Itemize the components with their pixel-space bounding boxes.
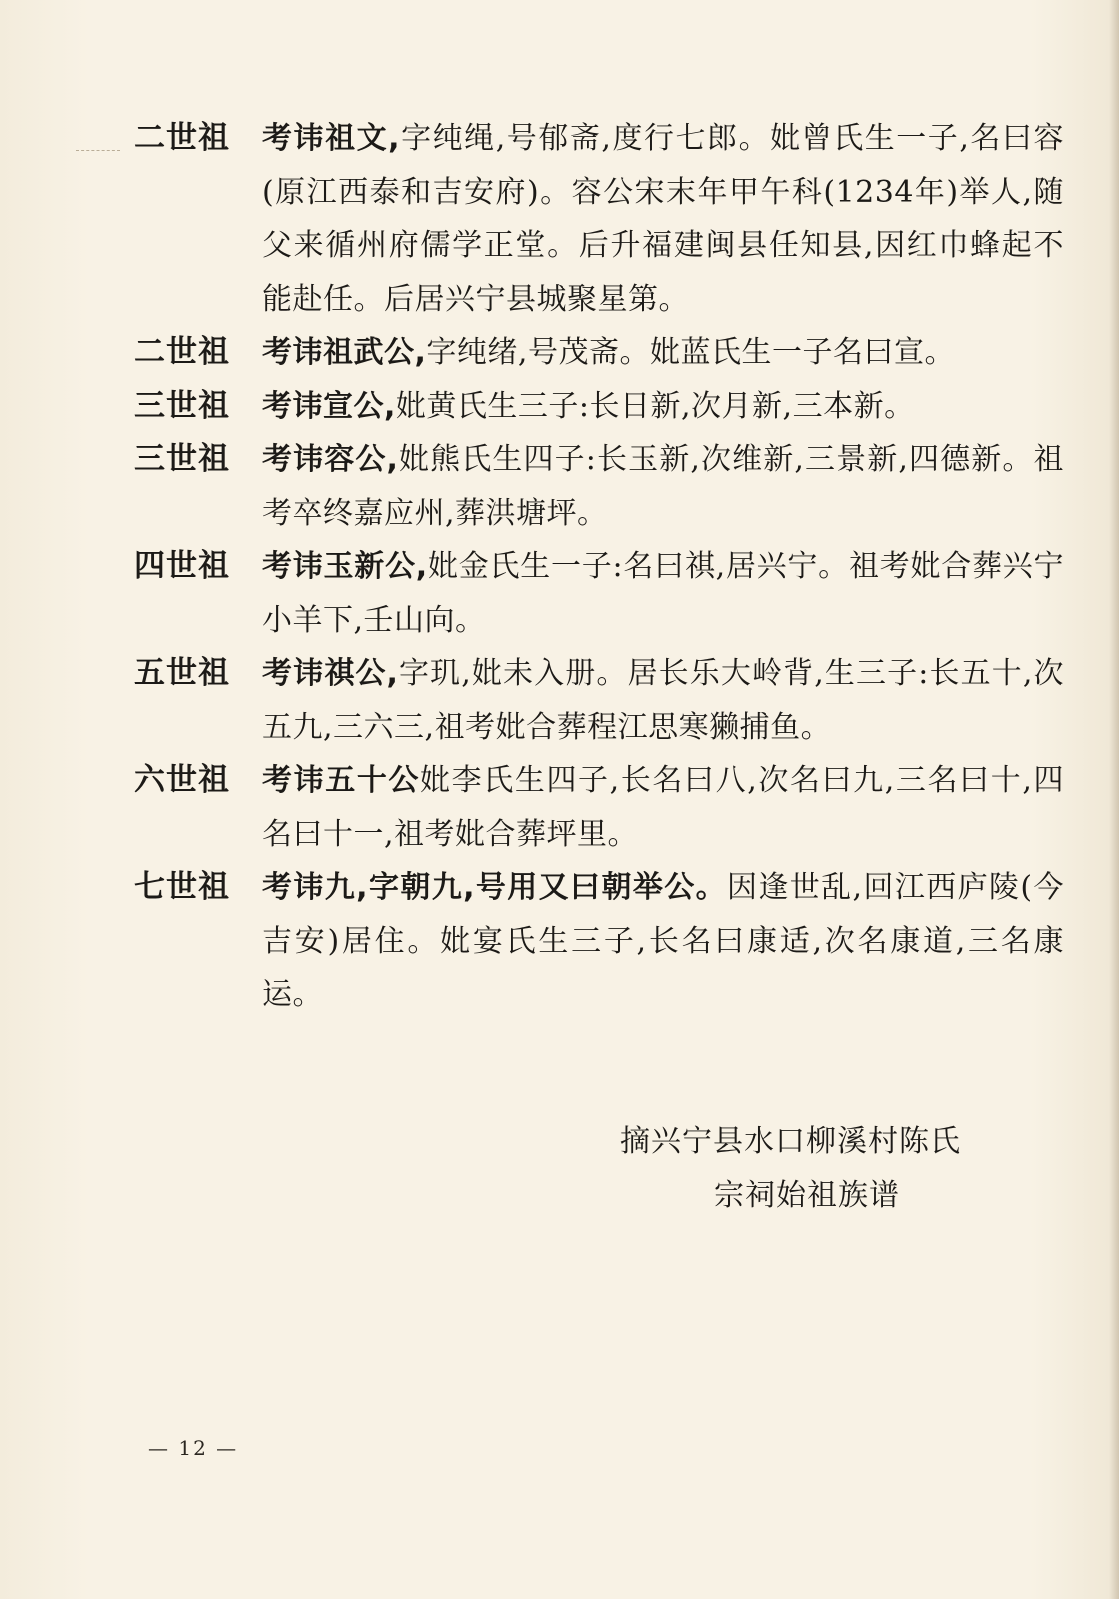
generation-label: 二世祖	[134, 334, 230, 370]
entry-body: 妣李氏生四子,长名曰八,次名曰九,三名曰十,四名曰十一,祖考妣合葬坪里。	[262, 763, 1064, 852]
genealogy-entry	[134, 540, 1064, 647]
entry-lead: 考讳宣公,	[262, 388, 396, 424]
generation-label: 六世祖	[134, 762, 230, 798]
margin-mark	[76, 150, 120, 151]
entry-body: 妣金氏生一子:名曰祺,居兴宁。祖考妣合葬兴宁小羊下,壬山向。	[262, 549, 1064, 638]
genealogy-entry	[134, 380, 1064, 434]
entry-body: 字纯绳,号郁斋,度行七郎。妣曾氏生一子,名曰容(原江西泰和吉安府)。容公宋末年甲午科(1234年)举人,随父来循州府儒学正堂。后升福建闽县任知县,因红巾蜂起不能赴任。后居兴宁县城聚星第。	[262, 121, 1064, 317]
genealogy-entry	[134, 754, 1064, 861]
entry-lead: 考讳五十公	[262, 763, 421, 798]
generation-label: 七世祖	[134, 869, 230, 905]
entry-text	[262, 433, 1064, 540]
entry-text	[262, 380, 1064, 434]
page-edge-shadow	[1109, 0, 1119, 1599]
genealogy-entry	[134, 326, 1064, 380]
page-number: — 12 —	[148, 1436, 239, 1460]
entry-body: 因逢世乱,回江西庐陵(今吉安)居住。妣宴氏生三子,长名曰康适,次名康道,三名康运。	[262, 870, 1064, 1012]
source-citation	[620, 1115, 1040, 1223]
entry-text	[262, 861, 1064, 1022]
genealogy-entry	[134, 861, 1064, 1022]
entry-body: 字玑,妣未入册。居长乐大岭背,生三子:长五十,次五九,三六三,祖考妣合葬程江思寒獭捕鱼。	[262, 656, 1064, 745]
source-line-1: 摘兴宁县水口柳溪村陈氏	[620, 1124, 961, 1159]
entry-lead: 考讳祖武公,	[262, 335, 427, 370]
entry-lead: 考讳玉新公,	[262, 549, 428, 584]
generation-label: 五世祖	[134, 655, 230, 691]
entry-lead: 考讳容公,	[262, 442, 399, 477]
entry-text	[262, 754, 1064, 861]
generation-label: 四世祖	[134, 548, 230, 584]
entry-lead: 考讳九,字朝九,号用又曰朝举公。	[262, 870, 727, 905]
source-line-2: 宗祠始祖族谱	[714, 1178, 900, 1213]
entry-text	[262, 326, 1064, 380]
entry-body: 字纯绪,号茂斋。妣蓝氏生一子名曰宣。	[426, 335, 955, 370]
entry-text	[262, 647, 1064, 754]
entry-lead: 考讳祺公,	[262, 656, 399, 691]
entry-body: 妣熊氏生四子:长玉新,次维新,三景新,四德新。祖考卒终嘉应州,葬洪塘坪。	[262, 442, 1064, 531]
genealogy-entry	[134, 112, 1064, 326]
generation-label: 三世祖	[134, 387, 230, 424]
entry-text	[262, 112, 1064, 326]
generation-label: 三世祖	[134, 441, 230, 477]
entry-lead: 考讳祖文,	[262, 121, 401, 156]
entry-body: 妣黄氏生三子:长日新,次月新,三本新。	[395, 388, 915, 424]
genealogy-entry	[134, 433, 1064, 540]
entry-text	[262, 540, 1064, 647]
generation-label: 二世祖	[134, 120, 230, 156]
genealogy-entries	[134, 112, 1064, 1022]
genealogy-entry	[134, 647, 1064, 754]
